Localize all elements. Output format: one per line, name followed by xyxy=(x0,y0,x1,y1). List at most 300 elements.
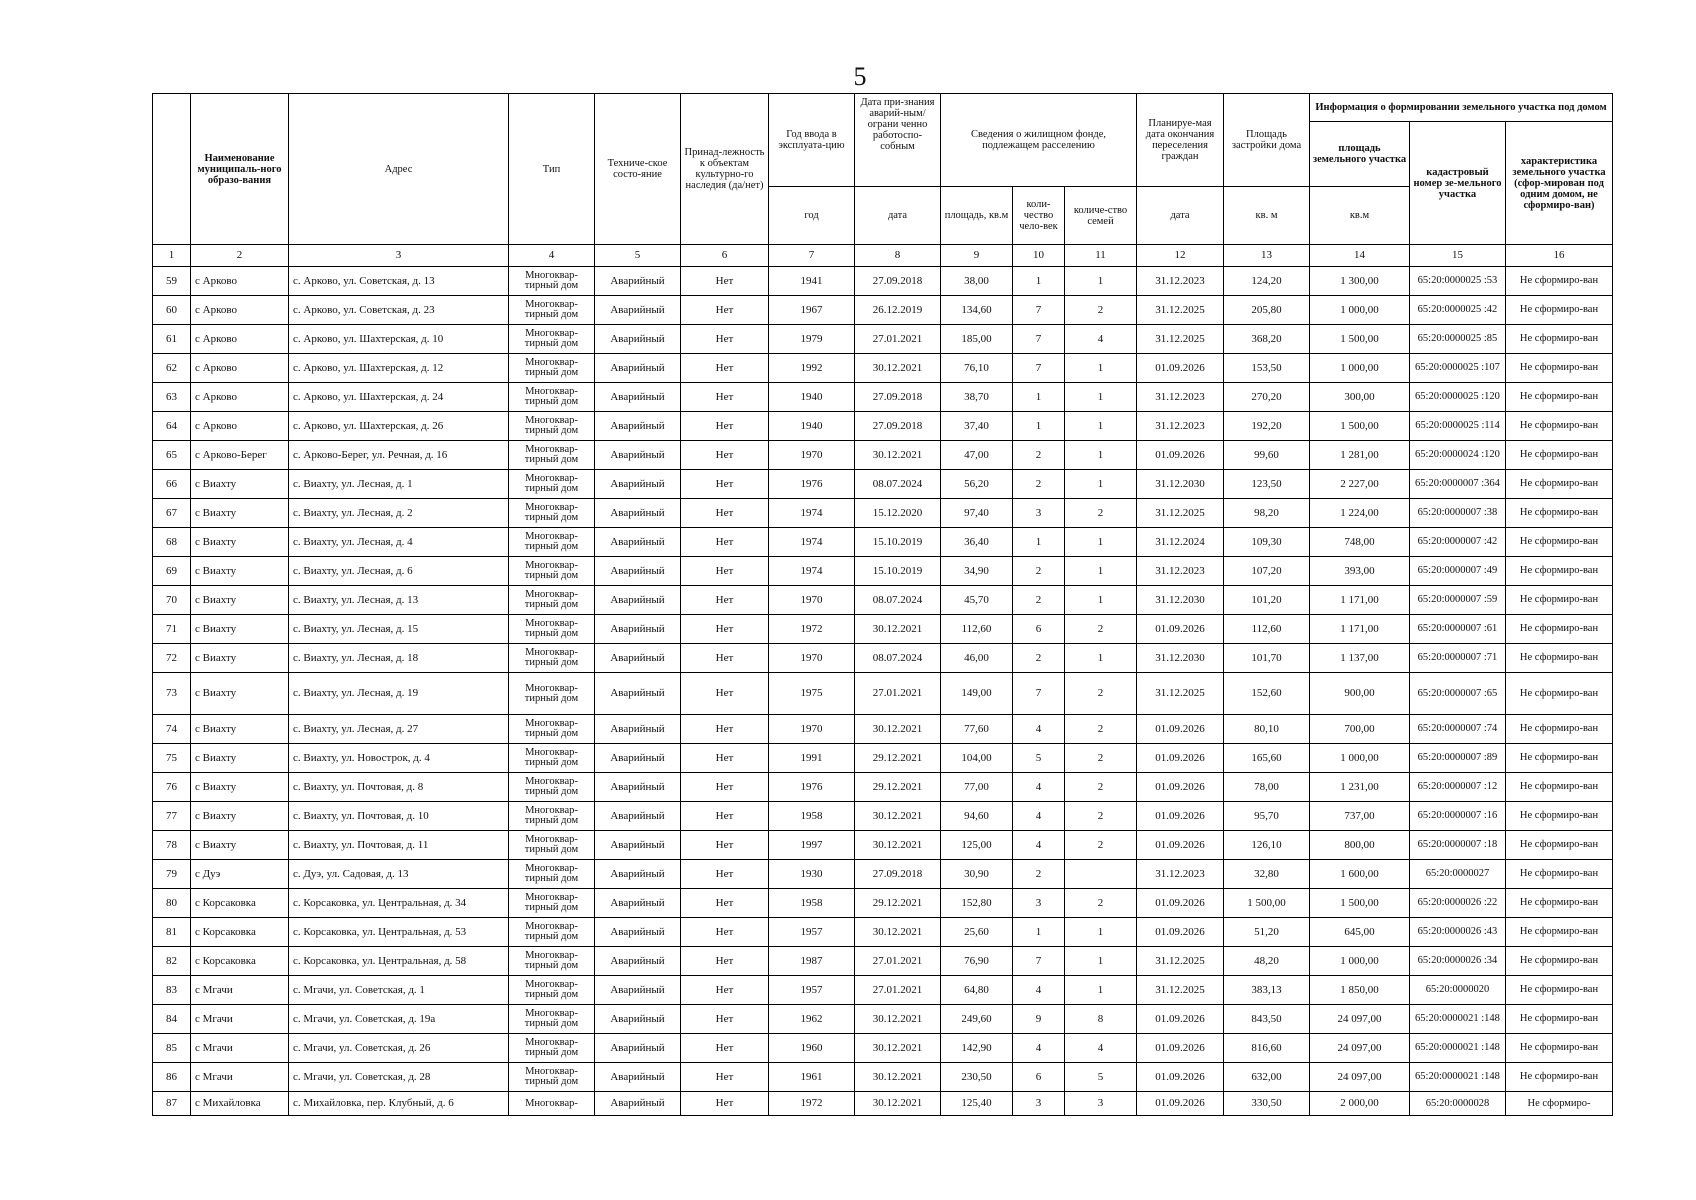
column-number: 6 xyxy=(681,245,769,267)
area-cell: 152,80 xyxy=(941,889,1013,918)
building-area-cell: 383,13 xyxy=(1224,976,1310,1005)
building-area-cell: 51,20 xyxy=(1224,918,1310,947)
land-char-cell: Не сформиро-ван xyxy=(1506,615,1613,644)
land-area-cell: 2 227,00 xyxy=(1310,470,1410,499)
land-char-cell: Не сформиро-ван xyxy=(1506,267,1613,296)
row-number: 81 xyxy=(153,918,191,947)
families-cell: 2 xyxy=(1065,296,1137,325)
cadastral-cell: 65:20:0000021 :148 xyxy=(1410,1005,1506,1034)
building-area-cell: 101,20 xyxy=(1224,586,1310,615)
address-cell: с. Виахту, ул. Лесная, д. 27 xyxy=(289,715,509,744)
table-row xyxy=(153,441,1613,470)
families-cell: 2 xyxy=(1065,615,1137,644)
municipality-cell: с Корсаковка xyxy=(191,947,289,976)
address-cell: с. Мгачи, ул. Советская, д. 19а xyxy=(289,1005,509,1034)
land-area-cell: 1 171,00 xyxy=(1310,615,1410,644)
municipality-cell: с Виахту xyxy=(191,528,289,557)
type-cell: Многоквар-тирный дом xyxy=(509,831,595,860)
type-cell: Многоквар-тирный дом xyxy=(509,947,595,976)
people-cell: 7 xyxy=(1013,354,1065,383)
condition-cell: Аварийный xyxy=(595,1034,681,1063)
building-area-cell: 368,20 xyxy=(1224,325,1310,354)
people-cell: 5 xyxy=(1013,744,1065,773)
families-cell: 5 xyxy=(1065,1063,1137,1092)
column-number-row xyxy=(153,245,1613,267)
type-cell: Многоквар-тирный дом xyxy=(509,673,595,715)
heritage-cell: Нет xyxy=(681,528,769,557)
land-char-cell: Не сформиро-ван xyxy=(1506,918,1613,947)
heritage-cell: Нет xyxy=(681,441,769,470)
people-header: коли-чество чело-век xyxy=(1013,187,1065,245)
people-cell: 2 xyxy=(1013,557,1065,586)
condition-cell: Аварийный xyxy=(595,325,681,354)
emergency-date-cell: 15.10.2019 xyxy=(855,528,941,557)
year-cell: 1976 xyxy=(769,773,855,802)
building-area-cell: 95,70 xyxy=(1224,802,1310,831)
type-cell: Многоквар-тирный дом xyxy=(509,528,595,557)
row-number: 74 xyxy=(153,715,191,744)
planned-date-cell: 01.09.2026 xyxy=(1137,354,1224,383)
heritage-cell: Нет xyxy=(681,673,769,715)
land-char-cell: Не сформиро-ван xyxy=(1506,976,1613,1005)
column-number: 1 xyxy=(153,245,191,267)
building-area-cell: 48,20 xyxy=(1224,947,1310,976)
building-area-cell: 123,50 xyxy=(1224,470,1310,499)
type-cell: Многоквар-тирный дом xyxy=(509,644,595,673)
condition-cell: Аварийный xyxy=(595,918,681,947)
area-cell: 46,00 xyxy=(941,644,1013,673)
row-number: 73 xyxy=(153,673,191,715)
row-number: 72 xyxy=(153,644,191,673)
families-cell: 1 xyxy=(1065,412,1137,441)
families-header: количе-ство семей xyxy=(1065,187,1137,245)
address-cell: с. Арково-Берег, ул. Речная, д. 16 xyxy=(289,441,509,470)
land-area-cell: 1 137,00 xyxy=(1310,644,1410,673)
families-cell: 1 xyxy=(1065,528,1137,557)
table-row xyxy=(153,802,1613,831)
col-address-header: Адрес xyxy=(289,94,509,245)
emergency-date-cell: 15.12.2020 xyxy=(855,499,941,528)
year-cell: 1979 xyxy=(769,325,855,354)
year-cell: 1958 xyxy=(769,802,855,831)
heritage-cell: Нет xyxy=(681,889,769,918)
planned-date-cell: 01.09.2026 xyxy=(1137,831,1224,860)
land-area-cell: 1 000,00 xyxy=(1310,354,1410,383)
building-area-cell: 816,60 xyxy=(1224,1034,1310,1063)
municipality-cell: с Мгачи xyxy=(191,1063,289,1092)
condition-cell: Аварийный xyxy=(595,744,681,773)
building-area-cell: 1 500,00 xyxy=(1224,889,1310,918)
building-area-cell: 109,30 xyxy=(1224,528,1310,557)
area-cell: 38,70 xyxy=(941,383,1013,412)
cadastral-cell: 65:20:0000025 :114 xyxy=(1410,412,1506,441)
column-number: 2 xyxy=(191,245,289,267)
land-area-cell: 1 600,00 xyxy=(1310,860,1410,889)
address-cell: с. Виахту, ул. Лесная, д. 13 xyxy=(289,586,509,615)
planned-date-cell: 01.09.2026 xyxy=(1137,773,1224,802)
planned-date-cell: 01.09.2026 xyxy=(1137,802,1224,831)
building-area-cell: 153,50 xyxy=(1224,354,1310,383)
year-cell: 1992 xyxy=(769,354,855,383)
condition-cell: Аварийный xyxy=(595,267,681,296)
row-number: 61 xyxy=(153,325,191,354)
people-cell: 1 xyxy=(1013,412,1065,441)
building-area-cell: 112,60 xyxy=(1224,615,1310,644)
planned-date-cell: 31.12.2023 xyxy=(1137,860,1224,889)
type-cell: Многоквар-тирный дом xyxy=(509,1063,595,1092)
row-number: 87 xyxy=(153,1092,191,1116)
address-cell: с. Мгачи, ул. Советская, д. 26 xyxy=(289,1034,509,1063)
planned-date-cell: 31.12.2030 xyxy=(1137,586,1224,615)
planned-date-cell: 31.12.2025 xyxy=(1137,296,1224,325)
cadastral-cell: 65:20:0000026 :43 xyxy=(1410,918,1506,947)
planned-date-cell: 31.12.2030 xyxy=(1137,470,1224,499)
land-char-cell: Не сформиро-ван xyxy=(1506,325,1613,354)
table-row xyxy=(153,470,1613,499)
address-cell: с. Арково, ул. Шахтерская, д. 24 xyxy=(289,383,509,412)
year-cell: 1957 xyxy=(769,918,855,947)
building-area-unit: кв. м xyxy=(1224,187,1310,245)
col-emergency-date-header: Дата при-знания аварий-ным/ограни ченно работоспо-собным xyxy=(855,94,941,187)
cadastral-cell: 65:20:0000007 :12 xyxy=(1410,773,1506,802)
condition-cell: Аварийный xyxy=(595,947,681,976)
families-cell xyxy=(1065,860,1137,889)
table-row xyxy=(153,1034,1613,1063)
type-cell: Многоквар-тирный дом xyxy=(509,412,595,441)
building-area-cell: 101,70 xyxy=(1224,644,1310,673)
emergency-date-cell: 08.07.2024 xyxy=(855,586,941,615)
address-cell: с. Дуэ, ул. Садовая, д. 13 xyxy=(289,860,509,889)
page-number: 5 xyxy=(853,62,867,91)
address-cell: с. Мгачи, ул. Советская, д. 28 xyxy=(289,1063,509,1092)
land-char-cell: Не сформиро-ван xyxy=(1506,470,1613,499)
type-cell: Многоквар-тирный дом xyxy=(509,354,595,383)
people-cell: 7 xyxy=(1013,673,1065,715)
people-cell: 1 xyxy=(1013,267,1065,296)
table-row xyxy=(153,773,1613,802)
condition-cell: Аварийный xyxy=(595,802,681,831)
area-cell: 134,60 xyxy=(941,296,1013,325)
year-cell: 1960 xyxy=(769,1034,855,1063)
row-number: 64 xyxy=(153,412,191,441)
land-area-cell: 1 500,00 xyxy=(1310,889,1410,918)
municipality-cell: с Виахту xyxy=(191,802,289,831)
type-cell: Многоквар-тирный дом xyxy=(509,715,595,744)
table-row xyxy=(153,1092,1613,1116)
year-cell: 1930 xyxy=(769,860,855,889)
address-cell: с. Виахту, ул. Лесная, д. 15 xyxy=(289,615,509,644)
emergency-date-cell: 15.10.2019 xyxy=(855,557,941,586)
cadastral-cell: 65:20:0000007 :49 xyxy=(1410,557,1506,586)
type-cell: Многоквар-тирный дом xyxy=(509,383,595,412)
condition-cell: Аварийный xyxy=(595,412,681,441)
area-cell: 142,90 xyxy=(941,1034,1013,1063)
heritage-cell: Нет xyxy=(681,1063,769,1092)
cadastral-cell: 65:20:0000024 :120 xyxy=(1410,441,1506,470)
row-number: 77 xyxy=(153,802,191,831)
row-number: 86 xyxy=(153,1063,191,1092)
area-cell: 64,80 xyxy=(941,976,1013,1005)
families-cell: 2 xyxy=(1065,715,1137,744)
municipality-cell: с Виахту xyxy=(191,470,289,499)
cadastral-cell: 65:20:0000020 xyxy=(1410,976,1506,1005)
land-char-cell: Не сформиро-ван xyxy=(1506,1063,1613,1092)
address-cell: с. Арково, ул. Советская, д. 23 xyxy=(289,296,509,325)
area-cell: 249,60 xyxy=(941,1005,1013,1034)
heritage-cell: Нет xyxy=(681,644,769,673)
emergency-date-cell: 27.01.2021 xyxy=(855,673,941,715)
condition-cell: Аварийный xyxy=(595,383,681,412)
col-building-area-header: Площадь застройки дома xyxy=(1224,94,1310,187)
people-cell: 6 xyxy=(1013,1063,1065,1092)
land-char-cell: Не сформиро-ван xyxy=(1506,1005,1613,1034)
column-number: 15 xyxy=(1410,245,1506,267)
condition-cell: Аварийный xyxy=(595,470,681,499)
families-cell: 8 xyxy=(1065,1005,1137,1034)
col-housing-info-header: Сведения о жилищном фонде, подлежащем расселению xyxy=(941,94,1137,187)
land-area-cell: 1 000,00 xyxy=(1310,947,1410,976)
planned-date-cell: 01.09.2026 xyxy=(1137,615,1224,644)
land-area-cell: 2 000,00 xyxy=(1310,1092,1410,1116)
building-area-cell: 270,20 xyxy=(1224,383,1310,412)
building-area-cell: 99,60 xyxy=(1224,441,1310,470)
heritage-cell: Нет xyxy=(681,557,769,586)
heritage-cell: Нет xyxy=(681,744,769,773)
land-area-cell: 24 097,00 xyxy=(1310,1063,1410,1092)
condition-cell: Аварийный xyxy=(595,441,681,470)
municipality-cell: с Корсаковка xyxy=(191,889,289,918)
land-char-cell: Не сформиро-ван xyxy=(1506,889,1613,918)
land-area-cell: 1 850,00 xyxy=(1310,976,1410,1005)
year-cell: 1962 xyxy=(769,1005,855,1034)
cadastral-cell: 65:20:0000007 :71 xyxy=(1410,644,1506,673)
table-row xyxy=(153,673,1613,715)
municipality-cell: с Виахту xyxy=(191,715,289,744)
table-body xyxy=(153,267,1613,1116)
people-cell: 2 xyxy=(1013,644,1065,673)
land-area-cell: 24 097,00 xyxy=(1310,1034,1410,1063)
planned-date-cell: 31.12.2025 xyxy=(1137,673,1224,715)
cadastral-cell: 65:20:0000007 :16 xyxy=(1410,802,1506,831)
condition-cell: Аварийный xyxy=(595,586,681,615)
people-cell: 2 xyxy=(1013,586,1065,615)
planned-date-cell: 31.12.2023 xyxy=(1137,557,1224,586)
building-area-cell: 192,20 xyxy=(1224,412,1310,441)
municipality-cell: с Мгачи xyxy=(191,1034,289,1063)
land-char-cell: Не сформиро-ван xyxy=(1506,354,1613,383)
type-cell: Многоквар-тирный дом xyxy=(509,470,595,499)
cadastral-cell: 65:20:0000025 :85 xyxy=(1410,325,1506,354)
area-cell: 94,60 xyxy=(941,802,1013,831)
municipality-cell: с Арково xyxy=(191,354,289,383)
address-cell: с. Мгачи, ул. Советская, д. 1 xyxy=(289,976,509,1005)
heritage-cell: Нет xyxy=(681,325,769,354)
condition-cell: Аварийный xyxy=(595,499,681,528)
building-area-cell: 165,60 xyxy=(1224,744,1310,773)
land-area-cell: 1 000,00 xyxy=(1310,744,1410,773)
type-cell: Многоквар-тирный дом xyxy=(509,976,595,1005)
families-cell: 2 xyxy=(1065,499,1137,528)
building-area-cell: 205,80 xyxy=(1224,296,1310,325)
cadastral-cell: 65:20:0000025 :53 xyxy=(1410,267,1506,296)
type-cell: Многоквар-тирный дом xyxy=(509,325,595,354)
municipality-cell: с Арково xyxy=(191,267,289,296)
land-char-cell: Не сформиро-ван xyxy=(1506,860,1613,889)
land-char-cell: Не сформиро-ван xyxy=(1506,802,1613,831)
municipality-cell: с Виахту xyxy=(191,499,289,528)
heritage-cell: Нет xyxy=(681,976,769,1005)
emergency-date-cell: 30.12.2021 xyxy=(855,918,941,947)
people-cell: 4 xyxy=(1013,976,1065,1005)
condition-cell: Аварийный xyxy=(595,615,681,644)
emergency-date-cell: 30.12.2021 xyxy=(855,1034,941,1063)
col-number-header xyxy=(153,94,191,245)
planned-date-cell: 31.12.2025 xyxy=(1137,499,1224,528)
table-header xyxy=(153,94,1613,267)
area-cell: 97,40 xyxy=(941,499,1013,528)
land-char-cell: Не сформиро-ван xyxy=(1506,673,1613,715)
people-cell: 3 xyxy=(1013,499,1065,528)
condition-cell: Аварийный xyxy=(595,528,681,557)
people-cell: 7 xyxy=(1013,296,1065,325)
municipality-cell: с Виахту xyxy=(191,831,289,860)
year-cell: 1974 xyxy=(769,528,855,557)
emergency-date-cell: 30.12.2021 xyxy=(855,441,941,470)
area-cell: 112,60 xyxy=(941,615,1013,644)
area-cell: 76,90 xyxy=(941,947,1013,976)
type-cell: Многоквар-тирный дом xyxy=(509,441,595,470)
condition-cell: Аварийный xyxy=(595,673,681,715)
families-cell: 1 xyxy=(1065,947,1137,976)
building-area-cell: 80,10 xyxy=(1224,715,1310,744)
area-cell: 76,10 xyxy=(941,354,1013,383)
year-cell: 1970 xyxy=(769,586,855,615)
column-number: 3 xyxy=(289,245,509,267)
col-planned-date-header: Планируе-мая дата окончания переселения граждан xyxy=(1137,94,1224,187)
year-cell: 1987 xyxy=(769,947,855,976)
row-number: 70 xyxy=(153,586,191,615)
row-number: 66 xyxy=(153,470,191,499)
municipality-cell: с Мгачи xyxy=(191,1005,289,1034)
land-area-cell: 645,00 xyxy=(1310,918,1410,947)
municipality-cell: с Виахту xyxy=(191,615,289,644)
land-area-cell: 1 231,00 xyxy=(1310,773,1410,802)
families-cell: 2 xyxy=(1065,673,1137,715)
address-cell: с. Корсаковка, ул. Центральная, д. 53 xyxy=(289,918,509,947)
municipality-cell: с Арково xyxy=(191,325,289,354)
emergency-date-cell: 30.12.2021 xyxy=(855,1092,941,1116)
heritage-cell: Нет xyxy=(681,499,769,528)
row-number: 83 xyxy=(153,976,191,1005)
building-area-cell: 126,10 xyxy=(1224,831,1310,860)
column-number: 14 xyxy=(1310,245,1410,267)
table-row xyxy=(153,557,1613,586)
area-cell: 36,40 xyxy=(941,528,1013,557)
municipality-cell: с Виахту xyxy=(191,644,289,673)
table-row xyxy=(153,744,1613,773)
cadastral-cell: 65:20:0000027 xyxy=(1410,860,1506,889)
year-cell: 1991 xyxy=(769,744,855,773)
planned-date-cell: 01.09.2026 xyxy=(1137,441,1224,470)
condition-cell: Аварийный xyxy=(595,976,681,1005)
planned-unit: дата xyxy=(1137,187,1224,245)
cadastral-cell: 65:20:0000007 :61 xyxy=(1410,615,1506,644)
row-number: 63 xyxy=(153,383,191,412)
row-number: 85 xyxy=(153,1034,191,1063)
cadastral-cell: 65:20:0000007 :65 xyxy=(1410,673,1506,715)
land-area-cell: 1 281,00 xyxy=(1310,441,1410,470)
address-cell: с. Виахту, ул. Лесная, д. 1 xyxy=(289,470,509,499)
table-row xyxy=(153,325,1613,354)
heritage-cell: Нет xyxy=(681,918,769,947)
people-cell: 1 xyxy=(1013,918,1065,947)
building-area-cell: 78,00 xyxy=(1224,773,1310,802)
table-row xyxy=(153,296,1613,325)
planned-date-cell: 31.12.2025 xyxy=(1137,947,1224,976)
municipality-cell: с Арково xyxy=(191,412,289,441)
year-cell: 1974 xyxy=(769,499,855,528)
table-row xyxy=(153,383,1613,412)
families-cell: 2 xyxy=(1065,802,1137,831)
land-char-cell: Не сформиро-ван xyxy=(1506,1034,1613,1063)
year-cell: 1970 xyxy=(769,715,855,744)
row-number: 84 xyxy=(153,1005,191,1034)
land-char-cell: Не сформиро-ван xyxy=(1506,947,1613,976)
heritage-cell: Нет xyxy=(681,715,769,744)
land-char-cell: Не сформиро-ван xyxy=(1506,383,1613,412)
table-row xyxy=(153,499,1613,528)
type-cell: Многоквар-тирный дом xyxy=(509,744,595,773)
planned-date-cell: 01.09.2026 xyxy=(1137,1034,1224,1063)
emergency-date-cell: 26.12.2019 xyxy=(855,296,941,325)
planned-date-cell: 31.12.2023 xyxy=(1137,267,1224,296)
condition-cell: Аварийный xyxy=(595,715,681,744)
families-cell: 2 xyxy=(1065,889,1137,918)
address-cell: с. Арково, ул. Советская, д. 13 xyxy=(289,267,509,296)
heritage-cell: Нет xyxy=(681,1092,769,1116)
land-char-cell: Не сформиро-ван xyxy=(1506,715,1613,744)
municipality-cell: с Виахту xyxy=(191,673,289,715)
people-cell: 3 xyxy=(1013,1092,1065,1116)
col-land-area-header: площадь земельного участка xyxy=(1310,122,1410,187)
condition-cell: Аварийный xyxy=(595,889,681,918)
emergency-date-cell: 27.09.2018 xyxy=(855,860,941,889)
emergency-date-cell: 29.12.2021 xyxy=(855,744,941,773)
families-cell: 1 xyxy=(1065,644,1137,673)
emergency-date-cell: 08.07.2024 xyxy=(855,470,941,499)
address-cell: с. Виахту, ул. Почтовая, д. 11 xyxy=(289,831,509,860)
planned-date-cell: 31.12.2023 xyxy=(1137,412,1224,441)
land-area-unit: кв.м xyxy=(1310,187,1410,245)
row-number: 78 xyxy=(153,831,191,860)
column-number: 7 xyxy=(769,245,855,267)
table-row xyxy=(153,1005,1613,1034)
families-cell: 1 xyxy=(1065,557,1137,586)
year-cell: 1940 xyxy=(769,412,855,441)
table-row xyxy=(153,860,1613,889)
col-land-info-header: Информация о формировании земельного участка под домом xyxy=(1310,94,1613,122)
table-row xyxy=(153,615,1613,644)
address-cell: с. Виахту, ул. Лесная, д. 19 xyxy=(289,673,509,715)
type-cell: Многоквар- xyxy=(509,1092,595,1116)
year-cell: 1941 xyxy=(769,267,855,296)
people-cell: 3 xyxy=(1013,889,1065,918)
cadastral-cell: 65:20:0000007 :74 xyxy=(1410,715,1506,744)
land-area-cell: 1 500,00 xyxy=(1310,412,1410,441)
land-area-cell: 24 097,00 xyxy=(1310,1005,1410,1034)
planned-date-cell: 01.09.2026 xyxy=(1137,889,1224,918)
emergency-date-cell: 30.12.2021 xyxy=(855,1005,941,1034)
